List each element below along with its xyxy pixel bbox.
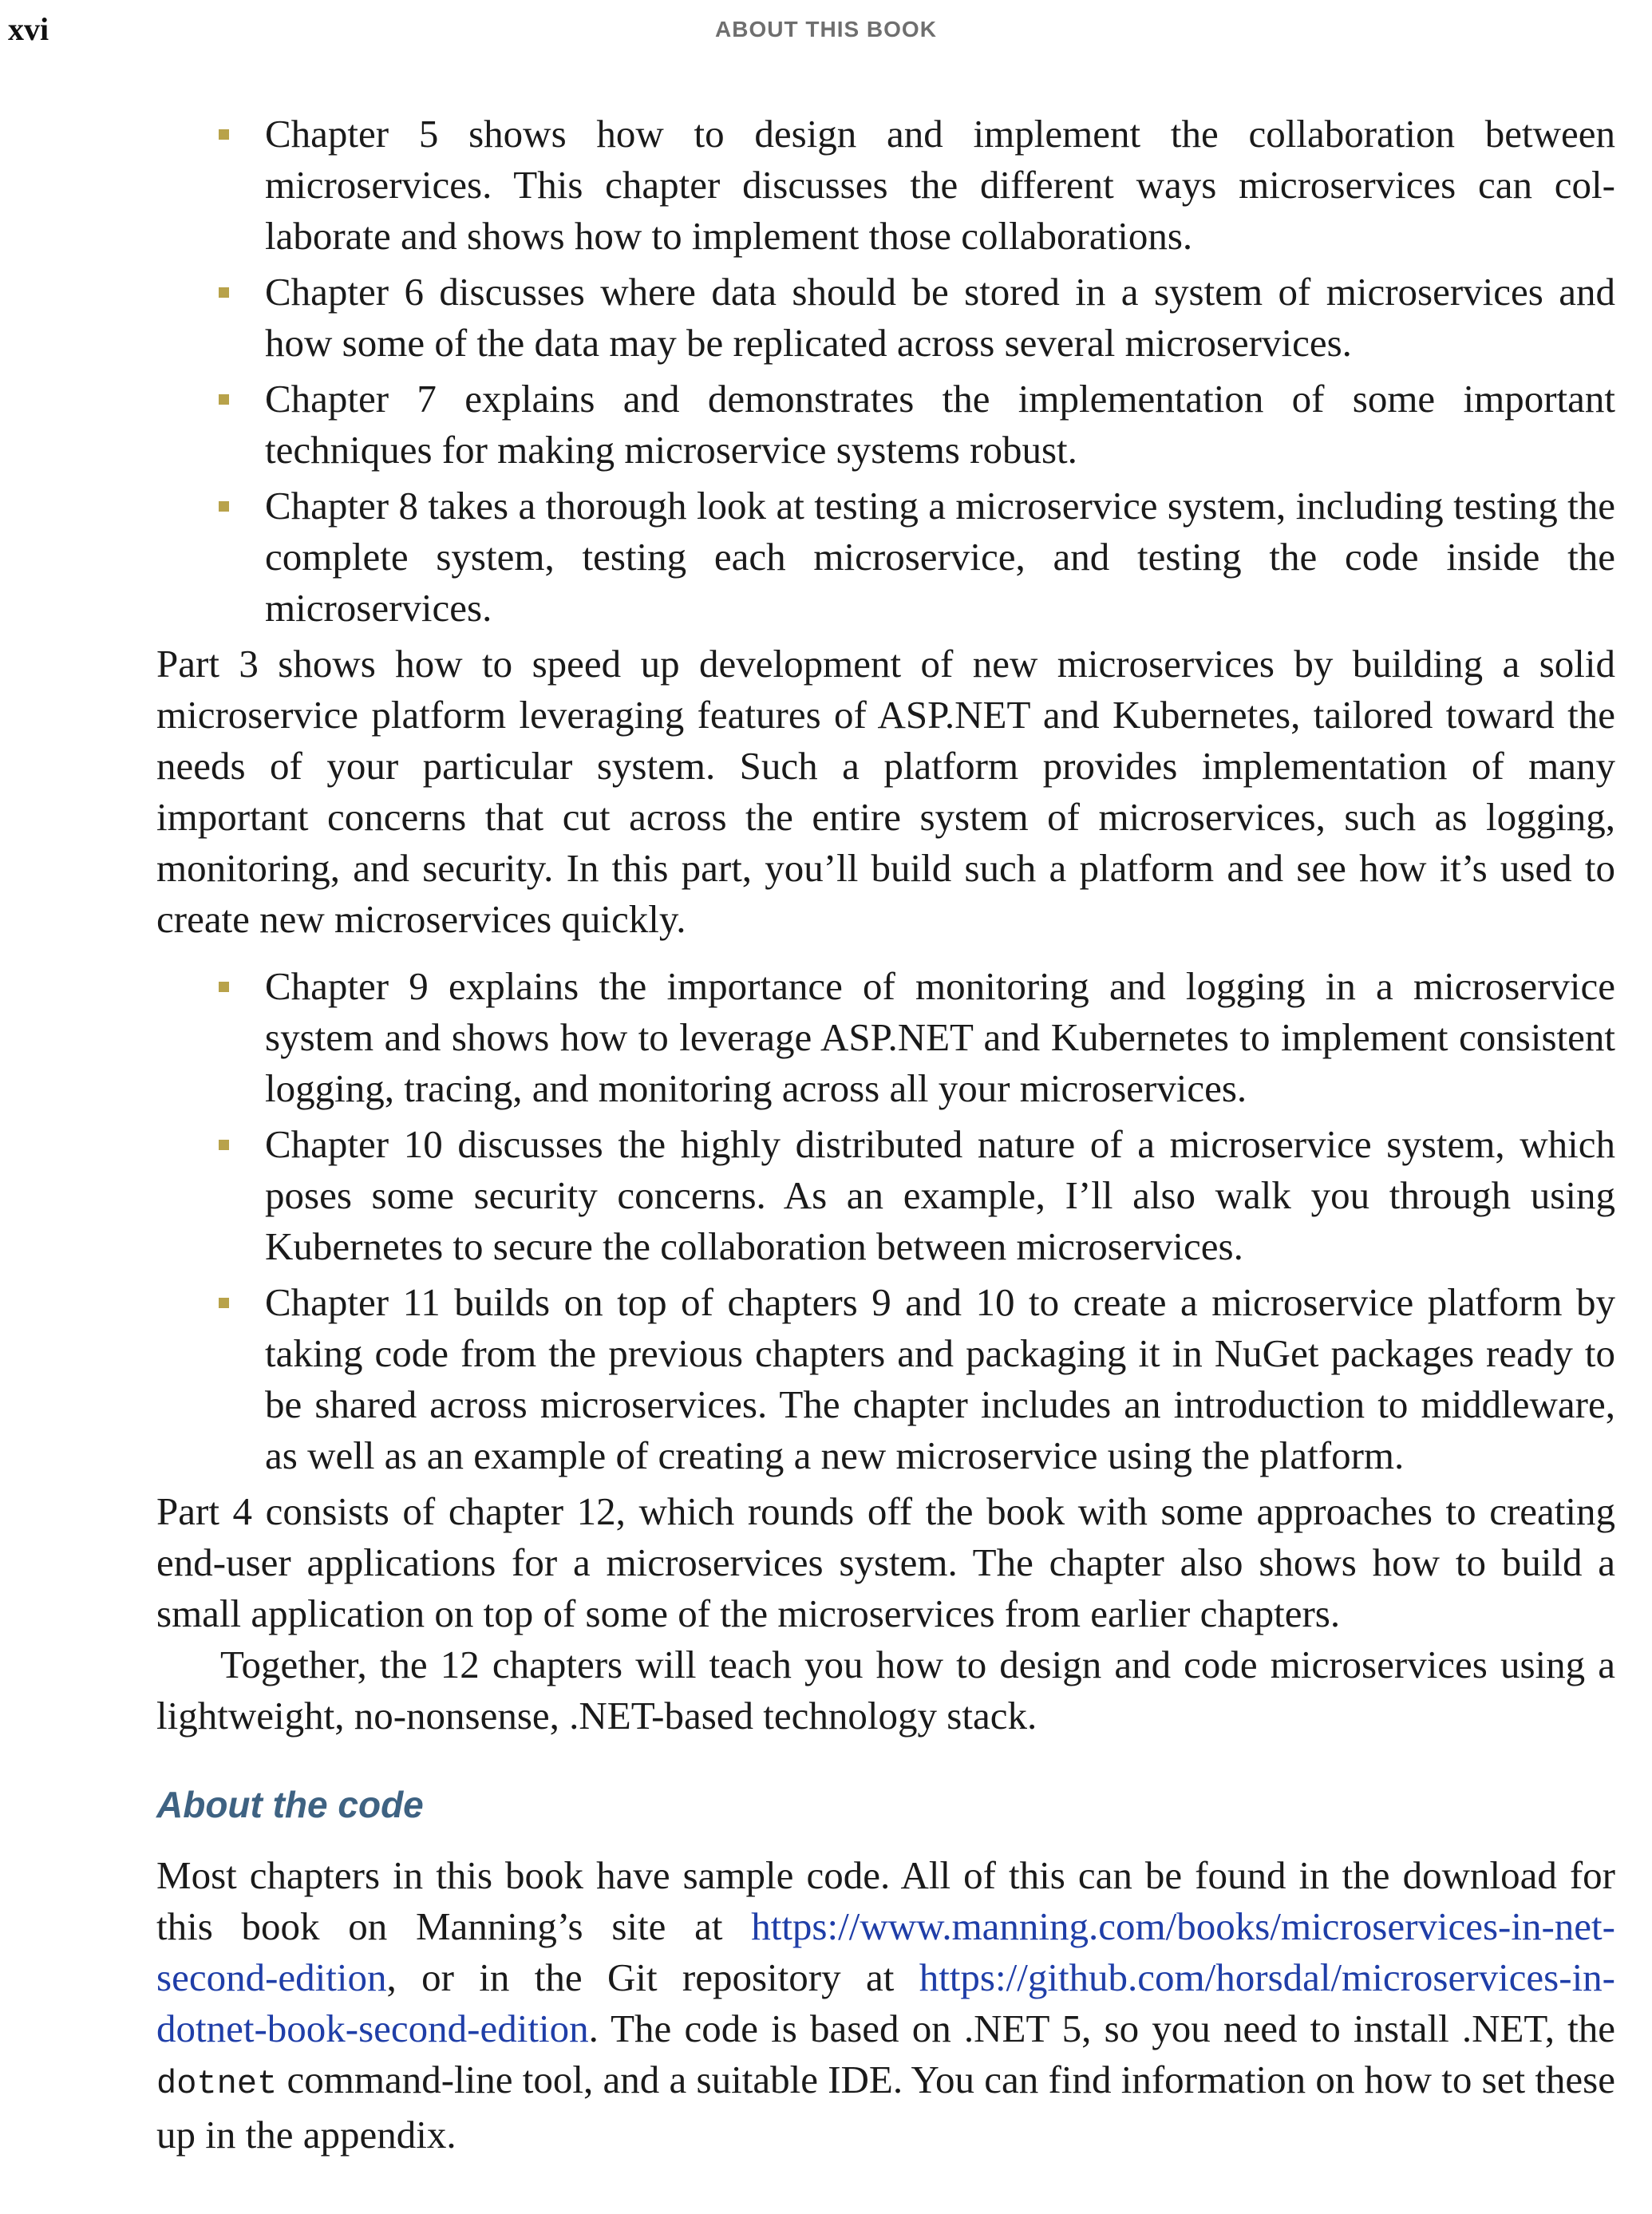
page-body — [156, 109, 1615, 2161]
manning-link[interactable]: https://www.manning.com/books/microservices-in-net-second-edition — [156, 1904, 1615, 1999]
together-paragraph: Together, the 12 chapters will teach you how to design and code microservices using a lightweight, no-nonsense, .NET-based technology stack. — [156, 1643, 1615, 1738]
square-bullet-icon — [219, 1298, 229, 1308]
about-code-paragraph: Most chapters in this book have sample code. All of this can be found in the download for this book on Manning’s site at https://www.manning.com/books/microservices-in-net-second-edition, or in the Git repository at https://github.com/horsdal/microservices-in-dotnet-book-second-edition. The code is based on .NET 5, so you need to install .NET, the dotnet command-line tool, and a suitable IDE. You can find information on how to set these up in the appendix. — [156, 1853, 1615, 2157]
part3-paragraph: Part 3 shows how to speed up development of new microservices by building a solid microservice platform leveraging features of ASP.NET and Kubernetes, tailored toward the needs of your particular system. Such a platform provides implementation of many important concerns that cut across the entire system of microservices, such as logging, monitoring, and security. In this part, you’ll build such a platform and see how it’s used to create new microservices quickly. — [156, 642, 1615, 941]
part3-chapter-list — [156, 961, 1615, 1481]
square-bullet-icon — [219, 501, 229, 512]
list-item: Chapter 6 discusses where data should be stored in a system of microservices and how some of the data may be replicated across several microservices. — [156, 267, 1615, 369]
square-bullet-icon — [219, 1140, 229, 1150]
square-bullet-icon — [219, 982, 229, 992]
list-item: Chapter 10 discusses the highly distributed nature of a microservice system, which poses some security concerns. As an example, I’ll also walk you through using Kubernetes to secure the collaboration between microservices. — [156, 1119, 1615, 1272]
square-bullet-icon — [219, 129, 229, 140]
running-head: ABOUT THIS BOOK — [715, 17, 937, 42]
list-item: Chapter 8 takes a thorough look at testing a microservice system, including testing the complete system, testing each microservice, and testing the code inside the microservices. — [156, 480, 1615, 634]
page-number: xvi — [8, 11, 49, 47]
list-item: Chapter 5 shows how to design and implement the collaboration between microservices. This chapter discusses the different ways microservices can collaborate and shows how to implement those collaborations. — [156, 109, 1615, 262]
github-link[interactable]: https://github.com/horsdal/microservices-in-dotnet-book-second-edition — [156, 1955, 1615, 2050]
square-bullet-icon — [219, 287, 229, 298]
list-item: Chapter 7 explains and demonstrates the implementation of some important techniques for making microservice systems robust. — [156, 374, 1615, 476]
part4-paragraph: Part 4 consists of chapter 12, which rounds off the book with some approaches to creating end-user applications for a microservices system. The chapter also shows how to build a small application on top of some of the microservices from earlier chapters. — [156, 1489, 1615, 1635]
list-item: Chapter 11 builds on top of chapters 9 and 10 to create a microservice platform by taking code from the previous chapters and packaging it in NuGet packages ready to be shared across microservices. The chapter includes an introduction to middleware, as well as an example of creating a new microservice using the platform. — [156, 1277, 1615, 1481]
section-heading: About the code — [156, 1784, 424, 1825]
part2-chapter-list — [156, 109, 1615, 634]
inline-code: dotnet — [156, 2065, 278, 2103]
square-bullet-icon — [219, 394, 229, 405]
list-item: Chapter 9 explains the importance of monitoring and logging in a microservice system and shows how to leverage ASP.NET and Kubernetes to implement consistent logging, tracing, and monitoring across all your microservices. — [156, 961, 1615, 1114]
